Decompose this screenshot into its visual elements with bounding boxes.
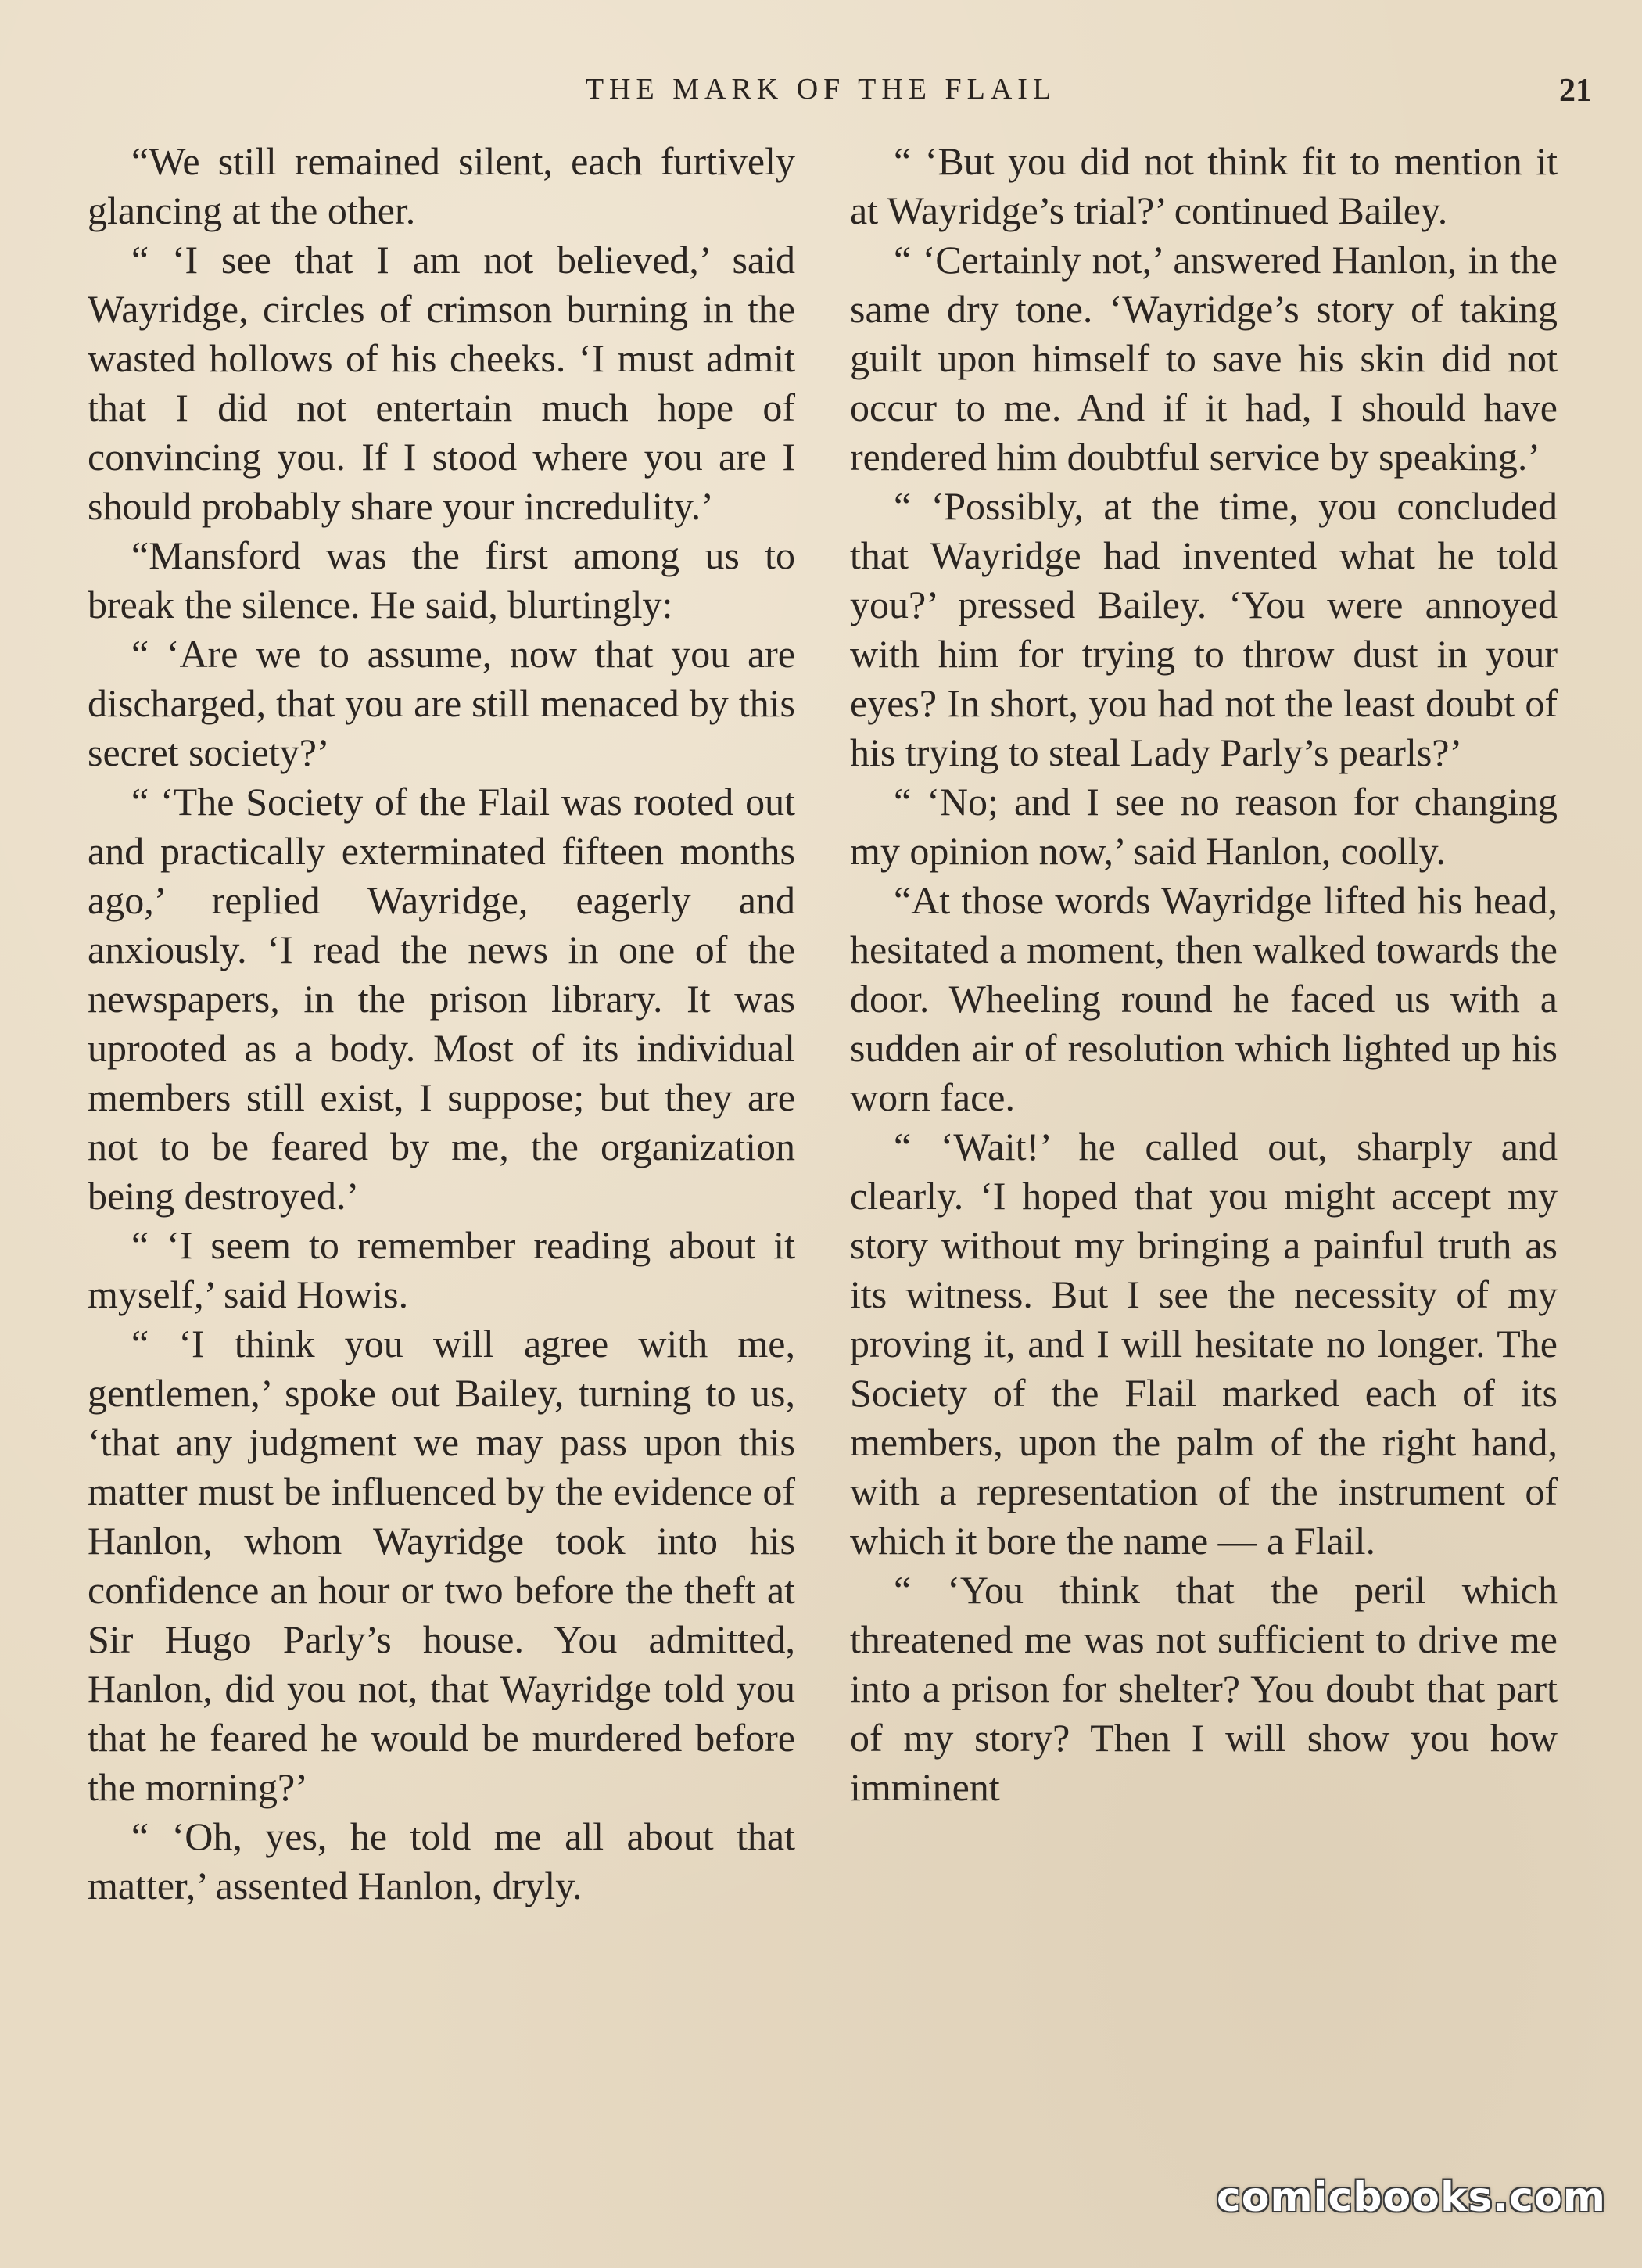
paragraph: “ ‘The Society of the Flail was rooted out and practically exterminated fifteen months ago,’ replied Wayridge, eagerly and anxiously. ‘I read the news in one of the newspapers, in the prison library. It was uprooted as a body. Most of its individual members still exist, I suppose; but they are not to be feared by me, the organization being destroyed.’ <box>88 780 795 1218</box>
paragraph: “ ‘Wait!’ he called out, sharply and clearly. ‘I hoped that you might accept my story without my bringing a painful truth as its witness. But I see the necessity of my proving it, and I will hesitate no longer. The Society of the Flail marked each of its members, upon the palm of the right hand, with a representation of the instrument of which it bore the name — a Flail. <box>850 1125 1558 1563</box>
paragraph: “We still remained silent, each furtively glancing at the other. <box>88 139 795 232</box>
page-number: 21 <box>1559 73 1592 109</box>
paragraph: “ ‘No; and I see no reason for changing my opinion now,’ said Hanlon, coolly. <box>850 780 1558 873</box>
paragraph: “ ‘Certainly not,’ answered Hanlon, in the same dry tone. ‘Wayridge’s story of taking guilt upon himself to save his skin did not occur to me. And if it had, I should have rendered him doubtful service by speaking.’ <box>850 238 1558 479</box>
paragraph: “ ‘You think that the peril which threatened me was not sufficient to drive me into a prison for shelter? You doubt that part of my story? Then I will show you how imminent <box>850 1568 1558 1809</box>
right-column <box>850 137 1558 1812</box>
paragraph: “At those words Wayridge lifted his head, hesitated a moment, then walked towards the door. Wheeling round he faced us with a sudden air of resolution which lighted up his worn face. <box>850 878 1558 1119</box>
paragraph: “ ‘Oh, yes, he told me all about that matter,’ assented Hanlon, dryly. <box>88 1814 795 1907</box>
paragraph: “ ‘I think you will agree with me, gentlemen,’ spoke out Bailey, turning to us, ‘that any judgment we may pass upon this matter must be influenced by the evidence of Hanlon, whom Wayridge took into his confidence an hour or two before the theft at Sir Hugo Parly’s house. You admitted, Hanlon, did you not, that Wayridge told you that he feared he would be murdered before the morning?’ <box>88 1322 795 1809</box>
paragraph: “ ‘I see that I am not believed,’ said Wayridge, circles of crimson burning in the wasted hollows of his cheeks. ‘I must admit that I did not entertain much hope of convincing you. If I stood where you are I should probably share your incredulity.’ <box>88 238 795 528</box>
paragraph: “ ‘Are we to assume, now that you are discharged, that you are still menaced by this secret society?’ <box>88 632 795 774</box>
watermark: comicbooks.com <box>1216 2174 1606 2221</box>
paragraph: “ ‘But you did not think fit to mention it at Wayridge’s trial?’ continued Bailey. <box>850 139 1558 232</box>
page-header <box>0 72 1642 119</box>
paragraph: “Mansford was the first among us to break the silence. He said, blurtingly: <box>88 533 795 626</box>
paragraph: “ ‘I seem to remember reading about it myself,’ said Howis. <box>88 1223 795 1316</box>
text-columns <box>88 137 1558 2155</box>
paragraph: “ ‘Possibly, at the time, you concluded that Wayridge had invented what he told you?’ pressed Bailey. ‘You were annoyed with him for trying to throw dust in your eyes? In short, you had not the least doubt of his trying to steal Lady Parly’s pearls?’ <box>850 484 1558 774</box>
running-title: THE MARK OF THE FLAIL <box>585 73 1057 106</box>
left-column <box>88 137 795 1911</box>
